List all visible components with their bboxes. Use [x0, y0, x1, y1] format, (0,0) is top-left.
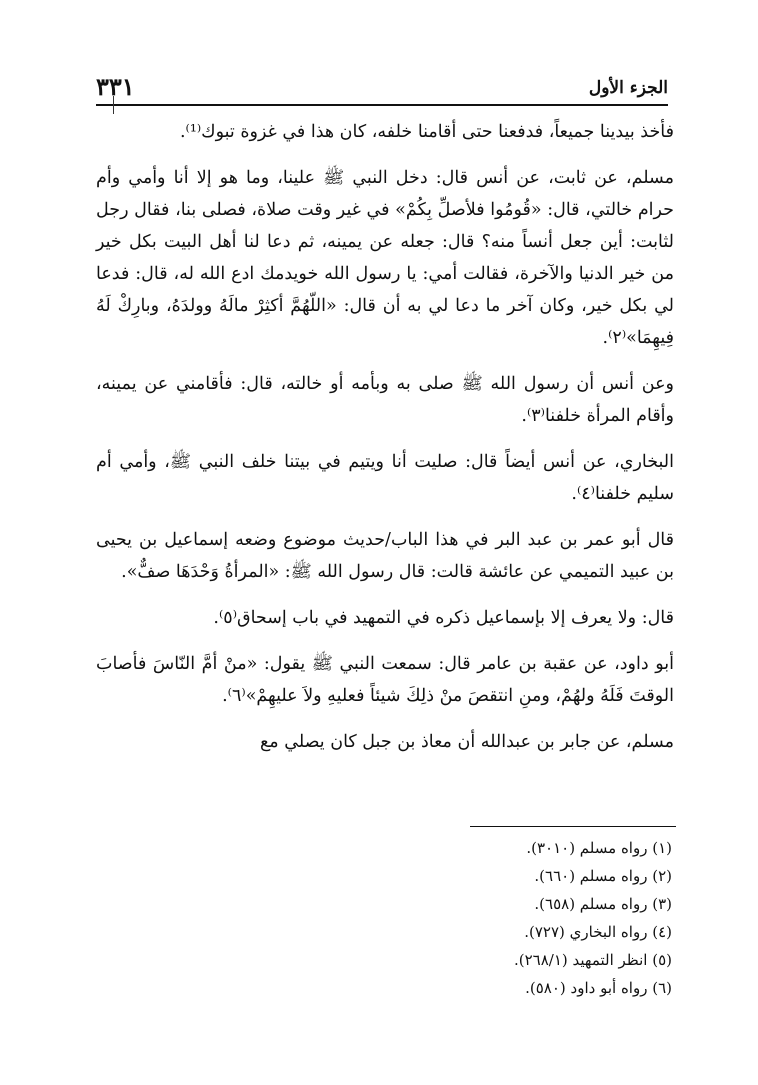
footnote: (٤) رواه البخاري (٧٢٧). [524, 923, 672, 941]
page-header [96, 72, 668, 100]
footnote: (٢) رواه مسلم (٦٦٠). [534, 867, 672, 885]
main-text [96, 116, 674, 758]
header-rule [96, 104, 668, 106]
paragraph: البخاري، عن أنس أيضاً قال: صليت أنا ويتيم في بيتنا خلف النبي ﷺ، وأمي أم سليم خلفنا⁽٤⁾. [96, 452, 674, 504]
margin-mark [113, 96, 114, 114]
page-number: ٣٣١ [96, 72, 135, 101]
footnote: (١) رواه مسلم (٣٠١٠). [526, 839, 672, 857]
footnote-rule [470, 826, 676, 827]
paragraph: مسلم، عن جابر بن عبدالله أن معاذ بن جبل كان يصلي مع [259, 732, 674, 752]
running-title: الجزء الأول [588, 78, 668, 98]
paragraph: أبو داود، عن عقبة بن عامر قال: سمعت النبي ﷺ يقول: «منْ أمَّ النّاسَ فأصابَ الوقتَ فَلَهُ ولهُمْ، ومنِ انتقصَ منْ ذلِكَ شيئاً فعليهِ ولاَ عليهِمْ»⁽٦⁾. [96, 654, 674, 706]
paragraph: قال أبو عمر بن عبد البر في هذا الباب/حديث موضوع وضعه إسماعيل بن يحيى بن عبيد التميمي عن عائشة قالت: قال رسول الله ﷺ: «المرأةُ وَحْدَهَا صفٌّ». [96, 530, 674, 582]
paragraph: وعن أنس أن رسول الله ﷺ صلى به وبأمه أو خالته، قال: فأقامني عن يمينه، وأقام المرأة خلفنا⁽٣⁾. [96, 374, 674, 426]
paragraph: قال: ولا يعرف إلا بإسماعيل ذكره في التمهيد في باب إسحاق⁽٥⁾. [213, 608, 674, 628]
footnotes [372, 834, 672, 1002]
paragraph: مسلم، عن ثابت، عن أنس قال: دخل النبي ﷺ علينا، وما هو إلا أنا وأمي وأم حرام خالتي، قال: «قُومُوا فلأصلِّ بِكُمْ» في غير وقت صلاة، فصلى بنا، فقال رجل لثابت: أين جعل أنساً منه؟ قال: جعله عن يمينه، ثم دعا لنا أهل البيت بكل خير من خير الدنيا والآخرة، فقالت أمي: يا رسول الله خويدمك ادع الله له، قال: فدعا لي بكل خير، وكان آخر ما دعا لي به أن قال: «اللّهُمَّ أكثِرْ مالَهُ وولدَهُ، وبارِكْ لَهُ فِيهِمَا»⁽٢⁾. [96, 168, 674, 348]
footnote: (٦) رواه أبو داود (٥٨٠). [525, 979, 672, 997]
paragraph: فأخذ بيدينا جميعاً، فدفعنا حتى أقامنا خلفه، كان هذا في غزوة تبوك⁽¹⁾. [179, 122, 674, 142]
footnote: (٣) رواه مسلم (٦٥٨). [534, 895, 672, 913]
footnote: (٥) انظر التمهيد (٢٦٨/١). [513, 951, 672, 969]
